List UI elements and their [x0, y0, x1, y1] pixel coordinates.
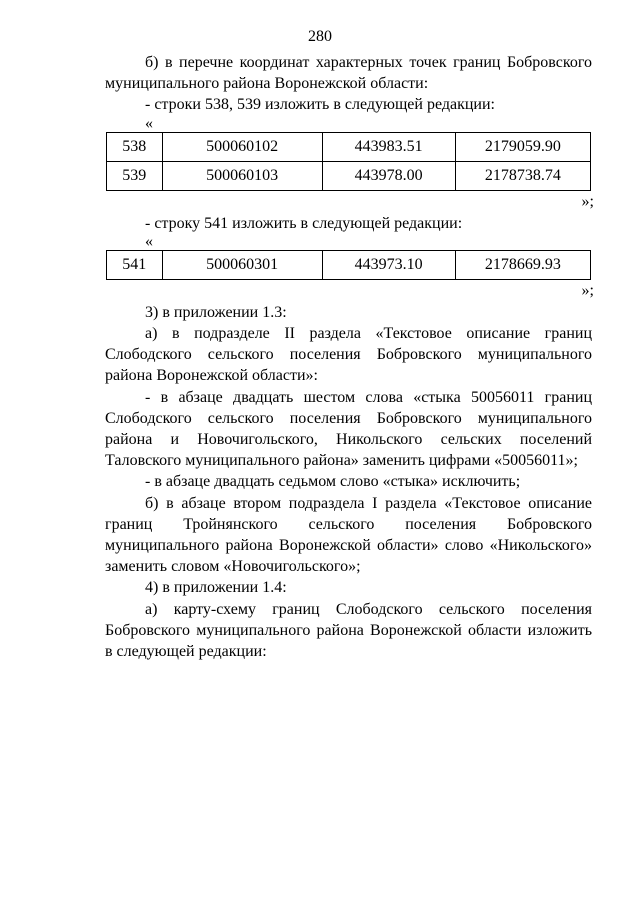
paragraph: 3) в приложении 1.3:	[145, 303, 287, 321]
instruction-lines-538-539: - строки 538, 539 изложить в следующей редакции:	[145, 96, 495, 114]
paragraph: - в абзаце двадцать шестом слова «стыка 50056011 границ Слободского сельского поселения Бобровского муниципального района и Новочигольского, Никольского сельских поселений Таловского муниципального района» заменить цифрами «50056011»;	[105, 388, 592, 470]
table-row	[107, 250, 591, 279]
paragraph: - в абзаце двадцать седьмом слово «стыка» исключить;	[145, 473, 521, 491]
paragraph: 4) в приложении 1.4:	[145, 579, 287, 597]
intro-paragraph: б) в перечне координат характерных точек границ Бобровского муниципального района Воронежской области:	[105, 54, 592, 93]
closing-quote: »;	[581, 281, 594, 299]
point-id-cell: 500060301	[162, 250, 322, 279]
point-id-cell: 500060103	[162, 161, 322, 190]
table-row	[107, 132, 591, 161]
x-coordinate-cell: 443978.00	[322, 161, 455, 190]
table-row	[107, 161, 591, 190]
paragraph: б) в абзаце втором подраздела I раздела «Текстовое описание границ Тройнянского сельского поселения Бобровского муниципального района Воронежской области» слово «Никольского» заменить словом «Новочигольского»;	[105, 494, 592, 576]
coordinates-table-538-539	[106, 132, 591, 191]
y-coordinate-cell: 2178738.74	[455, 161, 590, 190]
opening-quote: «	[145, 232, 153, 250]
point-number-cell: 541	[107, 250, 163, 279]
y-coordinate-cell: 2178669.93	[455, 250, 590, 279]
opening-quote: «	[145, 114, 153, 132]
page-number: 280	[308, 28, 332, 45]
paragraph: а) в подразделе II раздела «Текстовое описание границ Слободского сельского поселения Бобровского муниципального района Воронежской области»:	[105, 325, 592, 385]
point-number-cell: 539	[107, 161, 163, 190]
closing-quote: »;	[581, 192, 594, 210]
point-id-cell: 500060102	[162, 132, 322, 161]
x-coordinate-cell: 443983.51	[322, 132, 455, 161]
paragraph: а) карту-схему границ Слободского сельского поселения Бобровского муниципального района Воронежской области изложить в следующей редакции:	[105, 600, 592, 661]
instruction-line-541: - строку 541 изложить в следующей редакции:	[145, 214, 463, 232]
document-body	[105, 52, 592, 662]
point-number-cell: 538	[107, 132, 163, 161]
y-coordinate-cell: 2179059.90	[455, 132, 590, 161]
x-coordinate-cell: 443973.10	[322, 250, 455, 279]
coordinates-table-541	[106, 250, 591, 280]
